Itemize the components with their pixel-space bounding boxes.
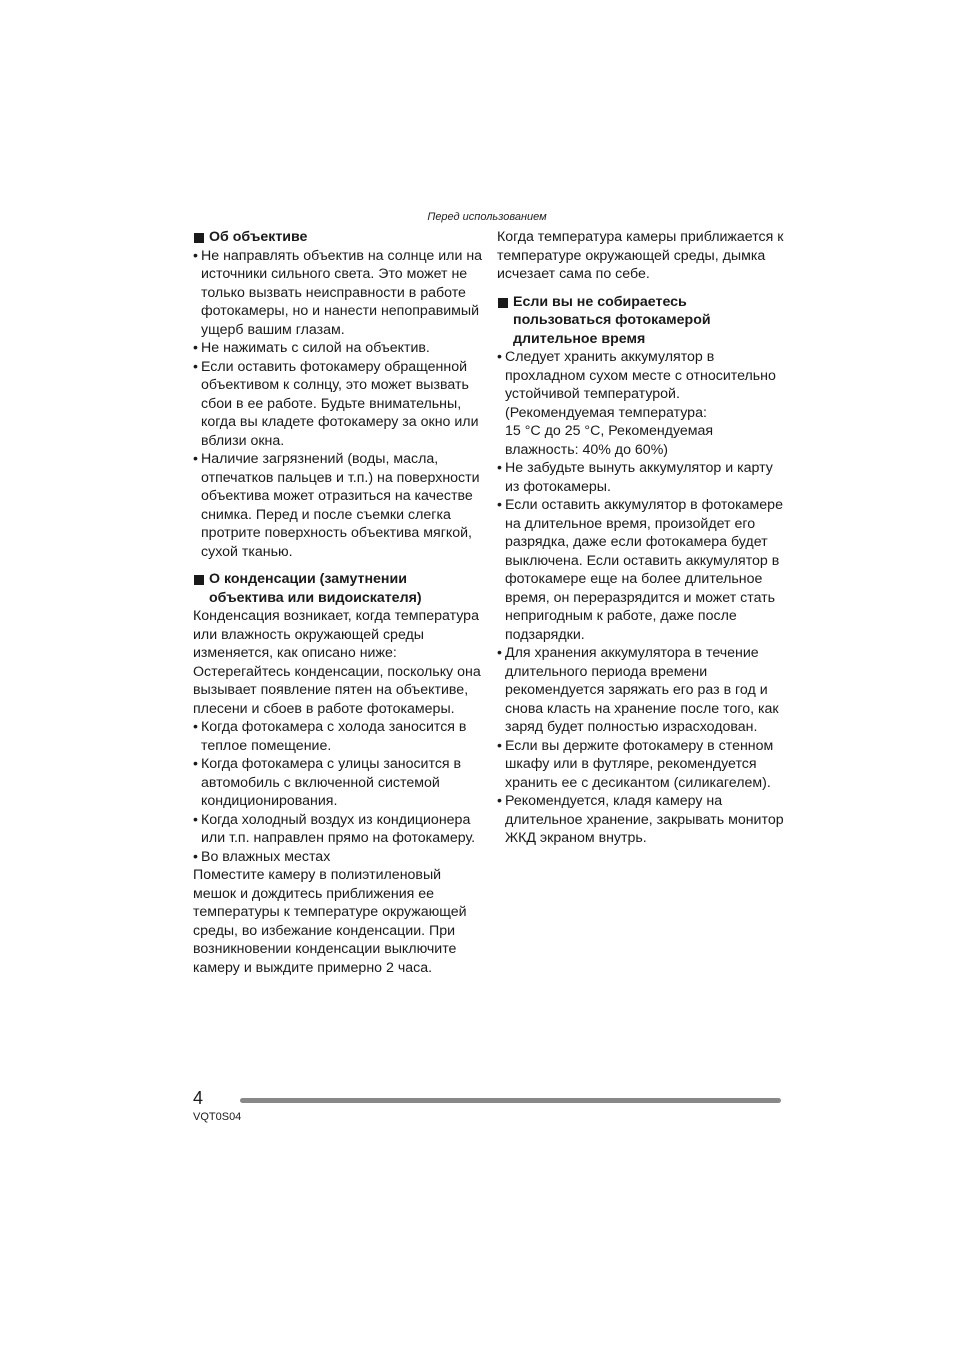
recommended-temperature-note: (Рекомендуемая температура: xyxy=(505,404,707,421)
storage-heading: Если вы не собираетесь пользоваться фотокамерой длительное время xyxy=(497,293,787,349)
document-code: VQT0S04 xyxy=(193,1111,242,1123)
lens-bullet-list xyxy=(193,247,483,562)
list-item: • Рекомендуется, кладя камеру на длительное хранение, закрывать монитор ЖКД экраном внутрь. xyxy=(497,792,787,848)
list-item: • Когда фотокамера с холода заносится в теплое помещение. xyxy=(193,718,483,755)
lens-heading: Об объективе xyxy=(193,228,483,247)
footer-divider xyxy=(240,1098,781,1103)
list-item: • Не забудьте вынуть аккумулятор и карту из фотокамеры. xyxy=(497,459,787,496)
page-number: 4 xyxy=(193,1088,204,1108)
list-item xyxy=(497,348,787,459)
list-item: • Когда фотокамера с улицы заносится в автомобиль с включенной системой кондиционирования. xyxy=(193,755,483,811)
temperature-range: 15 °C до 25 °C, Рекомендуемая xyxy=(505,423,714,439)
list-item: • Не направлять объектив на солнце или на источники сильного света. Это может не только вызвать неисправности в работе фотокамеры, но и нанести непоправимый ущерб вашим глазам. xyxy=(193,247,483,340)
list-item: • Если оставить аккумулятор в фотокамере на длительное время, произойдет его разрядка, даже если фотокамера будет выключена. Если оставить аккумулятор в фотокамере еще на более длительное время, он переразрядится и может стать непригодным к работе, даже после подзарядки. xyxy=(497,496,787,644)
list-item: • Во влажных местах xyxy=(193,848,483,867)
list-item: • Если вы держите фотокамеру в стенном шкафу или в футляре, рекомендуется хранить ее с десикантом (силикагелем). xyxy=(497,737,787,793)
left-column xyxy=(193,228,483,977)
condensation-continuation: Когда температура камеры приближается к температуре окружающей среды, дымка исчезает сама по себе. xyxy=(497,229,784,282)
condensation-heading: О конденсации (замутнении объектива или видоискателя) xyxy=(193,570,483,607)
list-item: • Если оставить фотокамеру обращенной объективом к солнцу, это может вызвать сбои в ее работе. Будьте внимательны, когда вы кладете фотокамеру за окно или вблизи окна. xyxy=(193,358,483,451)
condensation-bullet-list xyxy=(193,718,483,866)
right-column xyxy=(497,228,787,848)
condensation-intro-1: Конденсация возникает, когда температура или влажность окружающей среды изменяется, как описано ниже: xyxy=(193,608,479,661)
list-item: • Когда холодный воздух из кондиционера или т.п. направлен прямо на фотокамеру. xyxy=(193,811,483,848)
list-item: • Не нажимать с силой на объектив. xyxy=(193,339,483,358)
humidity-range: влажность: 40% до 60%) xyxy=(505,441,669,458)
condensation-intro-2: Остерегайтесь конденсации, поскольку она вызывает появление пятен на объективе, плесени и сбоев в работе фотокамеры. xyxy=(193,663,481,717)
storage-bullet-text: Следует хранить аккумулятор в прохладном сухом месте с относительно устойчивой температурой. xyxy=(505,349,776,402)
running-header: Перед использованием xyxy=(427,211,547,223)
condensation-outro: Поместите камеру в полиэтиленовый мешок и дождитесь приближения ее температуры к температуре окружающей среды, во избежание конденсации. При возникновении конденсации выключите камеру и выждите примерно 2 часа. xyxy=(193,867,467,976)
list-item: • Наличие загрязнений (воды, масла, отпечатков пальцев и т.п.) на поверхности объектива может отразиться на качестве снимка. Перед и после съемки слегка протрите поверхность объектива мягкой, сухой тканью. xyxy=(193,450,483,561)
storage-bullet-list xyxy=(497,348,787,848)
list-item: • Для хранения аккумулятора в течение длительного периода времени рекомендуется заряжать его раз в год и снова класть на хранение после того, как заряд будет полностью израсходован. xyxy=(497,644,787,737)
